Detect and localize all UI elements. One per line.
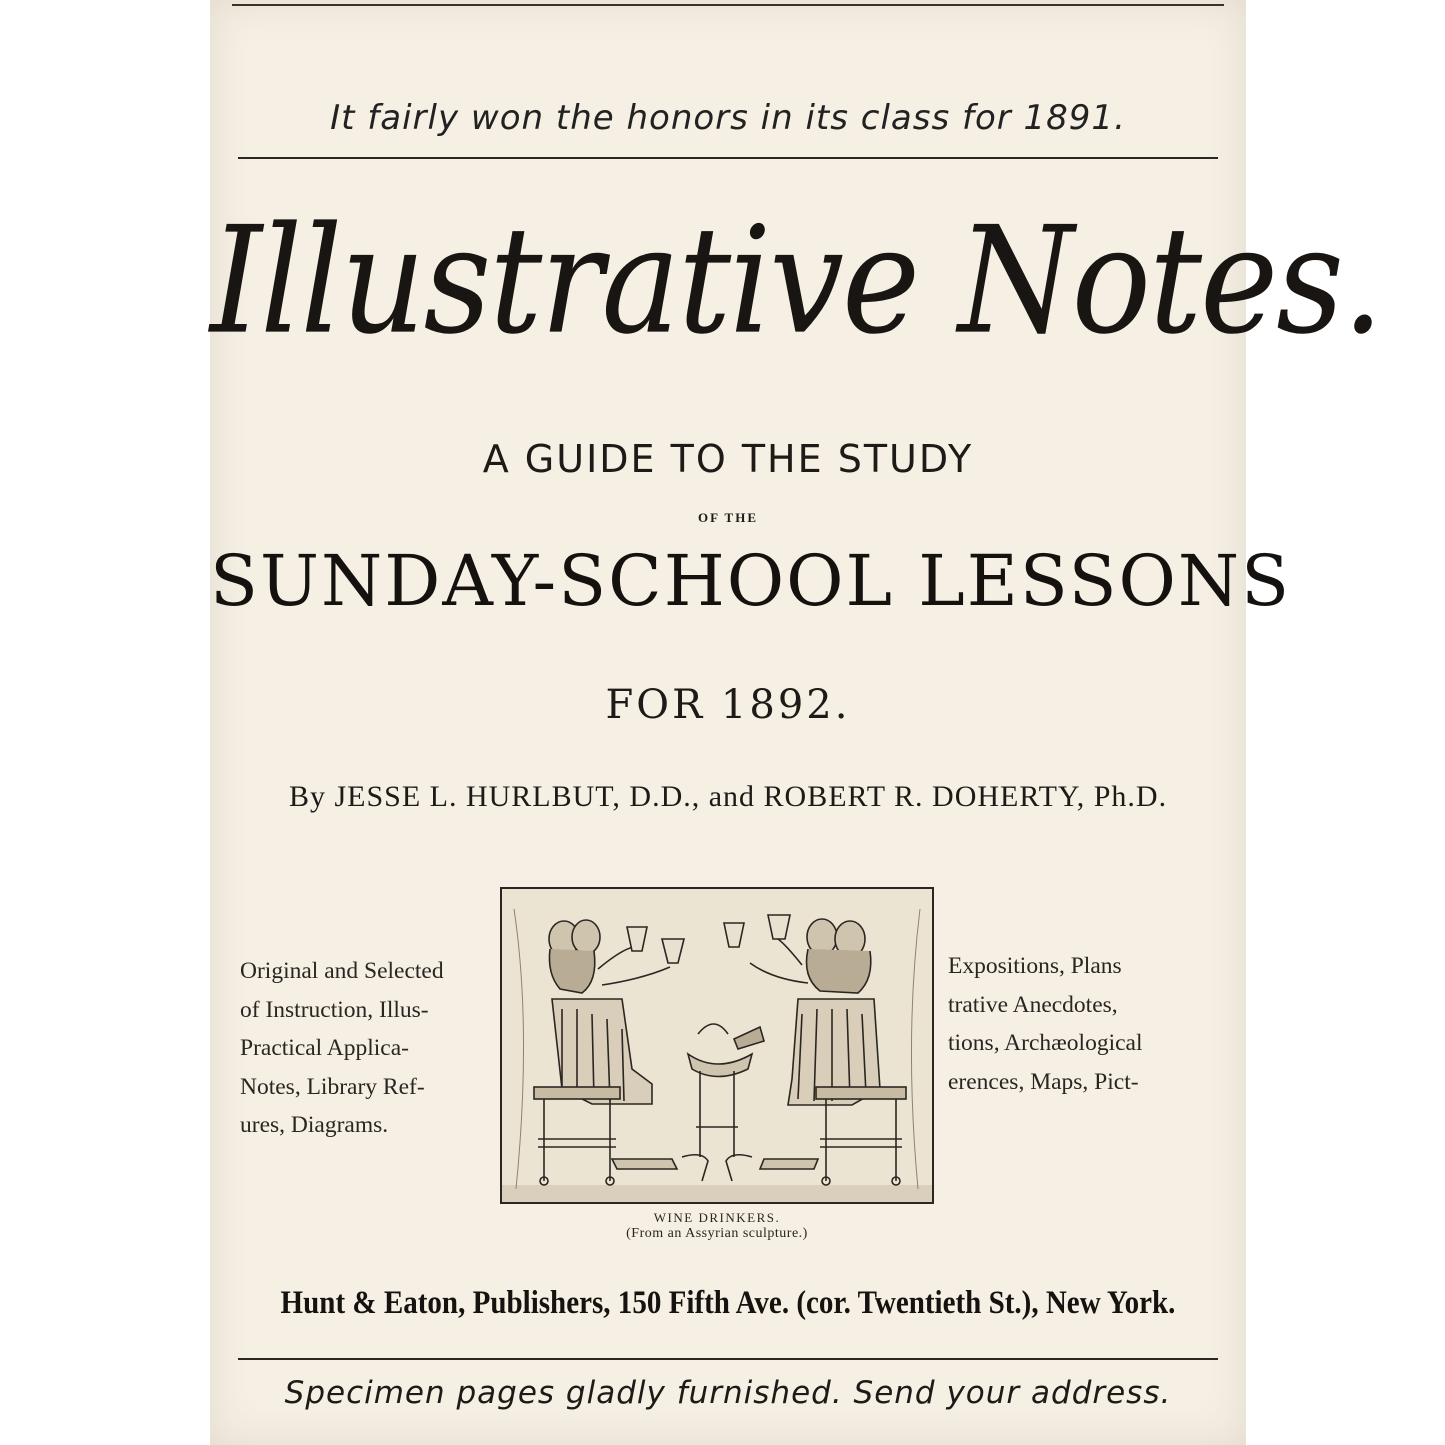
tagline: It fairly won the honors in its class for 1891. (330, 98, 1126, 138)
right-text-column (948, 947, 1193, 1101)
right-column-line: erences, Maps, Pict- (948, 1068, 1139, 1095)
right-column-line: Expositions, Plans (948, 953, 1122, 979)
left-column-line: Original and Selected (240, 958, 444, 984)
script-title: Illustrative Notes. (210, 195, 1382, 368)
divider-top (238, 157, 1218, 159)
top-border (232, 4, 1224, 6)
right-column-line: tions, Archæological (948, 1030, 1143, 1056)
subtitle: A GUIDE TO THE STUDY (482, 437, 974, 481)
footer-line: Specimen pages gladly furnished. Send your address. (284, 1375, 1172, 1411)
assyrian-sculpture-illustration (500, 887, 934, 1204)
authors-line: By JESSE L. HURLBUT, D.D., and ROBERT R. DOHERTY, Ph.D. (288, 780, 1168, 813)
advertisement-page (210, 0, 1382, 1445)
left-column-line: Notes, Library Ref- (240, 1073, 425, 1100)
illustration-caption-source: (From an Assyrian sculpture.) (626, 1226, 808, 1241)
publisher-line: Hunt & Eaton, Publishers, 150 Fifth Ave. (cor. Twentieth St.), New York. (280, 1285, 1176, 1321)
main-heading: SUNDAY-SCHOOL LESSONS (210, 540, 1292, 622)
year-line: FOR 1892. (605, 682, 851, 728)
left-text-column (240, 952, 485, 1145)
right-column-line: trative Anecdotes, (948, 991, 1118, 1018)
divider-bottom (238, 1358, 1218, 1360)
left-column-line: ures, Diagrams. (240, 1112, 389, 1138)
illustration-caption-title: WINE DRINKERS. (653, 1210, 781, 1225)
left-column-line: Practical Applica- (240, 1035, 409, 1061)
connector-text: OF THE (697, 510, 759, 525)
left-column-line: of Instruction, Illus- (240, 996, 429, 1023)
